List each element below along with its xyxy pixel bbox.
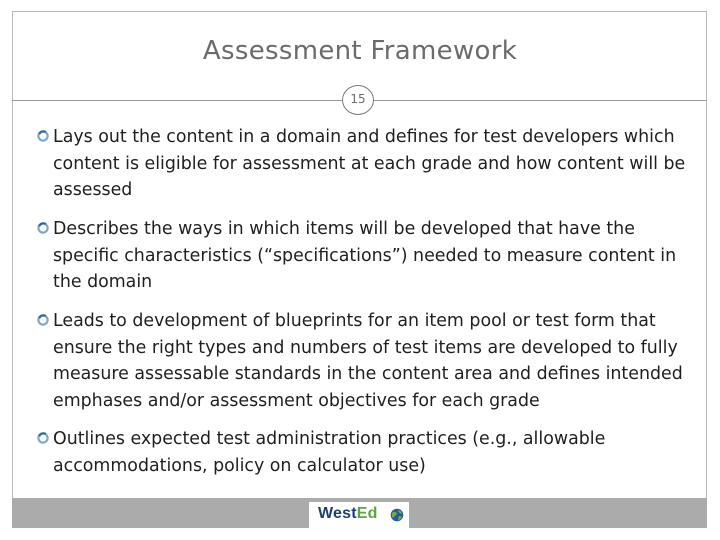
slide-title: Assessment Framework bbox=[202, 36, 518, 66]
bullet-text: Lays out the content in a domain and defines for test developers which content is eligible for assessment at each grade and how content will be assessed bbox=[53, 127, 686, 200]
logo-accent-text: Ed bbox=[356, 505, 378, 522]
bullet-text: Describes the ways in which items will be developed that have the specific characteristics (“specifications”) needed to measure content in the domain bbox=[53, 219, 677, 292]
wested-logo bbox=[318, 505, 378, 523]
bullet-text: Leads to development of blueprints for an item pool or test form that ensure the right types and numbers of test items are developed to fully measure assessable standards in the content area and defines intended emphases and/or assessment objectives for each grade bbox=[53, 311, 683, 411]
ring-bullet-icon bbox=[36, 313, 50, 327]
ring-bullet-icon bbox=[36, 129, 50, 143]
page-number-badge: 15 bbox=[342, 85, 374, 115]
ring-bullet-icon bbox=[36, 221, 50, 235]
globe-icon bbox=[390, 508, 404, 522]
ring-bullet-icon bbox=[36, 431, 50, 445]
bullet-text: Outlines expected test administration practices (e.g., allowable accommodations, policy on calculator use) bbox=[53, 429, 606, 476]
logo-main-text: West bbox=[318, 505, 357, 522]
